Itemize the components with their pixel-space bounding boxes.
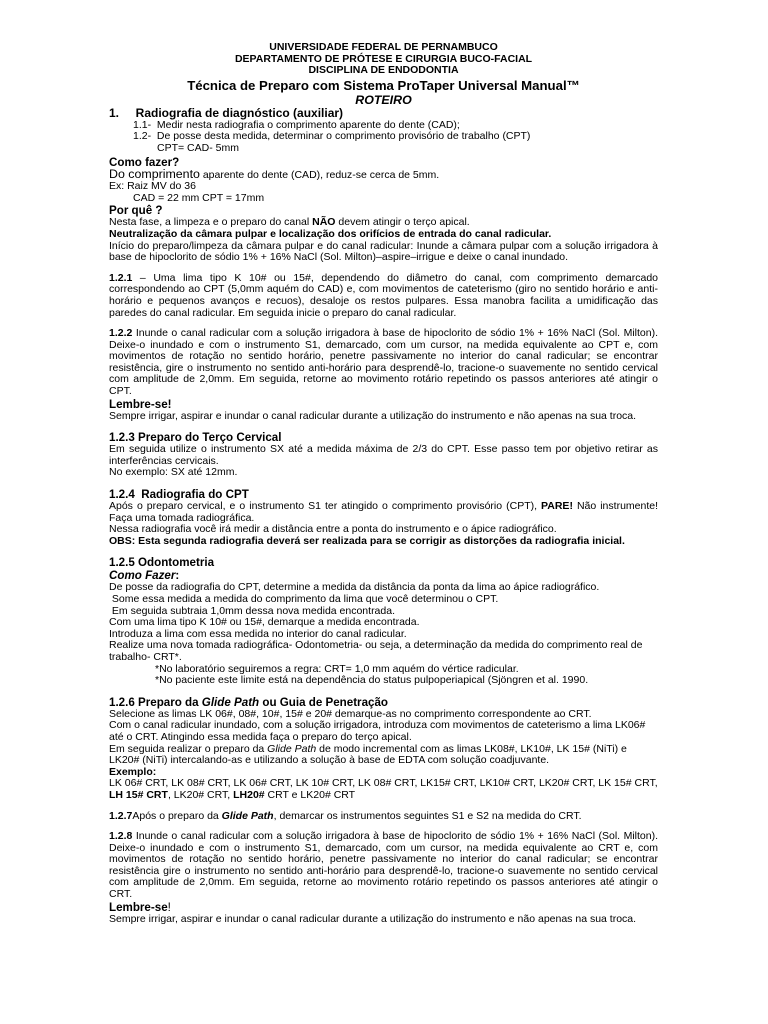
como-fazer-text: Do comprimento aparente do dente (CAD), reduz-se cerca de 5mm.	[109, 166, 440, 181]
example-label: Ex: Raiz MV do 36	[109, 180, 196, 193]
step-1-2-4-heading: 1.2.4 Radiografia do CPT	[109, 488, 249, 502]
step-1-2-5-heading: 1.2.5 Odontometria	[109, 556, 215, 570]
odontometria-line-5: Introduza a lima com essa medida no interior do canal radicular.	[109, 627, 407, 640]
document-page	[109, 42, 658, 925]
odontometria-line-4: Com uma lima tipo K 10# ou 15#, demarque a medida encontrada.	[109, 616, 420, 629]
step-1-2-6-heading: 1.2.6 Preparo da Glide Path ou Guia de Penetração	[109, 695, 388, 709]
odontometria-line-2: Some essa medida a medida do comprimento da lima que você determinou o CPT.	[109, 593, 499, 605]
por-que-text-1: Nesta fase, a limpeza e o preparo do canal NÃO devem atingir o terço apical.	[109, 216, 470, 229]
por-que-text-3: Início do preparo/limpeza da câmara pulpar e do canal radicular: Inunde a câmara pulpar com a solução irrigadora à base de hipoclorito de sódio 1% + 16% NaCl (Sol. Milton)–aspire–irrigue e deixe o canal inundado.	[109, 239, 658, 264]
glide-path-text-3: Em seguida realizar o preparo da Glide Path de modo incremental com as limas LK08#, LK10#, LK 15# (NiTi) e LK20# (NiTi) intercalando-as e utilizando a solução à base de EDTA com solução coadjuvante.	[109, 742, 627, 767]
odontometria-note-2: *No paciente este limite está na dependência do status pulpoperiapical (Sjöngren et al. 1990.	[155, 674, 589, 687]
lembre-se-heading-1: Lembre-se!	[109, 397, 172, 411]
step-1-2-3-heading: 1.2.3 Preparo do Terço Cervical	[109, 431, 282, 445]
file-sequence: LK 06# CRT, LK 08# CRT, LK 06# CRT, LK 10# CRT, LK 08# CRT, LK15# CRT, LK10# CRT, LK20# CRT, LK 15# CRT, LH 15# CRT, LK20# CRT, LH20# CRT e LK20# CRT	[109, 777, 658, 801]
odontometria-line-6: Realize uma nova tomada radiográfica- Odontometria- ou seja, a determinação da medida do comprimento real de trabalho- CRT*.	[109, 639, 643, 663]
step-1-2-2: 1.2.2 Inunde o canal radicular com a solução irrigadora à base de hipoclorito de sódio 1% + 16% NaCl (Sol. Milton). Deixe-o inundado e com o instrumento S1, demarcado, com um cursor, na medida equivalente ao CPT e, com movimentos de rotação no sentido horário, penetre passivamente no interior do canal radicular; se encontrar resistência, gire o instrumento no sentido anti-horário para desprendê-lo, tracione-o suavemente no sentido cervical com amplitude de 2,0mm. Em seguida, retorne ao movimento rotário repetindo os passos anteriores até atingir o CPT.	[109, 327, 658, 398]
step-1-2-7: 1.2.7Após o preparo da Glide Path, demarcar os instrumentos seguintes S1 e S2 na medida do CRT.	[109, 809, 582, 822]
step-1-2-3-text: Em seguida utilize o instrumento SX até a medida máxima de 2/3 do CPT. Esse passo tem por objetivo retirar as interferências cervicais.	[109, 443, 658, 467]
como-fazer-heading: Como fazer?	[109, 155, 180, 169]
lembre-se-text-1: Sempre irrigar, aspirar e inundar o canal radicular durante a utilização do instrumento e não apenas na sua troca.	[109, 409, 637, 422]
lembre-se-text-2: Sempre irrigar, aspirar e inundar o canal radicular durante a utilização do instrumento e não apenas na sua troca.	[109, 912, 637, 925]
discipline-name: DISCIPLINA DE ENDODONTIA	[308, 64, 459, 77]
exemplo-label: Exemplo:	[109, 765, 157, 778]
step-1-2-4-obs: OBS: Esta segunda radiografia deverá ser realizada para se corrigir as distorções da radiografia inicial.	[109, 534, 625, 547]
item-1-1: 1.1- Medir nesta radiografia o comprimento aparente do dente (CAD);	[133, 118, 460, 131]
glide-path-text-1: Selecione as limas LK 06#, 08#, 10#, 15# e 20# demarque-as no comprimento correspondente ao CRT.	[109, 707, 592, 720]
section-1-heading: 1. Radiografia de diagnóstico (auxiliar)	[109, 105, 344, 120]
example-values: CAD = 22 mm CPT = 17mm	[133, 191, 265, 204]
step-1-2-3-example: No exemplo: SX até 12mm.	[109, 466, 238, 479]
por-que-heading: Por quê ?	[109, 204, 163, 218]
university-name: UNIVERSIDADE FEDERAL DE PERNAMBUCO	[269, 41, 498, 53]
cpt-formula: CPT= CAD- 5mm	[157, 141, 239, 154]
por-que-text-2: Neutralização da câmara pulpar e localização dos orifícios de entrada do canal radicular.	[109, 227, 552, 240]
step-1-2-1: 1.2.1 – Uma lima tipo K 10# ou 15#, dependendo do diâmetro do canal, com comprimento demarcado correspondendo ao CPT (5,0mm aquém do CAD) e, com movimentos de cateterismo (giro no sentido horário e anti-horário e pequenos avanços e recuos), desaloje os restos pulpares. Essa manobra facilita a umidificação das paredes do canal radicular. Em seguida inicie o preparo do canal radicular.	[109, 271, 658, 319]
odontometria-line-1: De posse da radiografia do CPT, determine a medida da distância da ponta da lima ao ápice radiográfico.	[109, 581, 600, 594]
item-1-2: 1.2- De posse desta medida, determinar o comprimento provisório de trabalho (CPT)	[133, 130, 531, 143]
document-title: Técnica de Preparo com Sistema ProTaper Universal Manual™	[187, 77, 580, 93]
step-1-2-4-text-1: Após o preparo cervical, e o instrumento S1 ter atingido o comprimento provisório (CPT), PARE! Não instrumente! Faça uma tomada radiográfica.	[109, 500, 659, 524]
document-subtitle: ROTEIRO	[355, 92, 412, 107]
glide-path-text-2: Com o canal radicular inundado, com a solução irrigadora, introduza com movimentos de cateterismo a lima LK06# até o CRT. Atingindo essa medida faça o preparo do terço apical.	[109, 719, 646, 743]
como-fazer-subheading: Como Fazer:	[109, 569, 180, 583]
step-1-2-8: 1.2.8 Inunde o canal radicular com a solução irrigadora à base de hipoclorito de sódio 1% + 16% NaCl (Sol. Milton). Deixe-o inundado e com o instrumento S1, demarcado, com um cursor, na medida equivalente ao CRT e, com movimentos de rotação no sentido horário, penetre passivamente no interior do canal radicular; se encontrar resistência gire o instrumento no sentido anti-horário para desprendê-lo, tracione-o suavemente no sentido cervical com amplitude de 2,0mm. Em seguida, retorne ao movimento rotário repetindo os passos anteriores até atingir o CRT.	[109, 830, 658, 901]
step-1-2-4-text-2: Nessa radiografia você irá medir a distância entre a ponta do instrumento e o ápice radiográfico.	[109, 523, 557, 536]
department-name: DEPARTAMENTO DE PRÓTESE E CIRURGIA BUCO-FACIAL	[234, 52, 533, 65]
lembre-se-heading-2: Lembre-se!	[109, 900, 171, 914]
odontometria-note-1: *No laboratório seguiremos a regra: CRT= 1,0 mm aquém do vértice radicular.	[155, 662, 519, 675]
odontometria-line-3: Em seguida subtraia 1,0mm dessa nova medida encontrada.	[109, 604, 395, 617]
